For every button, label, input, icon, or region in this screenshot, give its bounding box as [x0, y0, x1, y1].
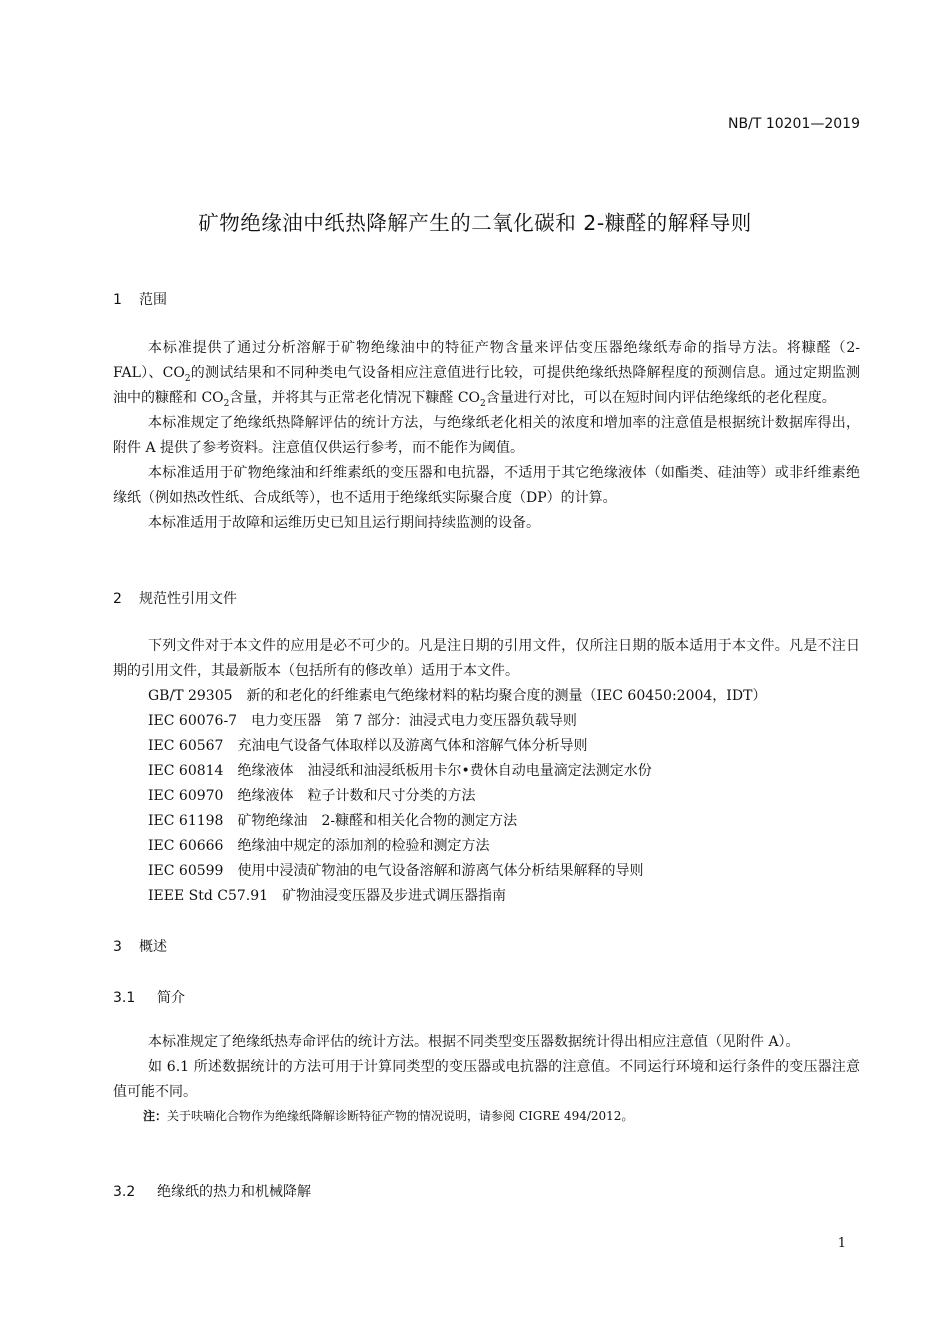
reference-title: 绝缘油中规定的添加剂的检验和测定方法: [237, 838, 490, 854]
section-1-heading: [113, 289, 167, 309]
section-title: 概述: [139, 939, 167, 955]
reference-title: 绝缘液体 粒子计数和尺寸分类的方法: [237, 788, 476, 804]
reference-code: IEC 60599: [148, 863, 224, 879]
section-number: 3: [113, 939, 122, 955]
reference-item: [113, 859, 860, 884]
scope-paragraph-4: 本标准适用于故障和运维历史已知且运行期间持续监测的设备。: [148, 515, 540, 531]
page-number: 1: [837, 1236, 846, 1251]
reference-list: [113, 684, 860, 909]
section-3-1-heading: [113, 987, 185, 1007]
scope-paragraph-3: 本标准适用于矿物绝缘油和纤维素纸的变压器和电抗器，不适用于其它绝缘液体（如酯类、硅油等）或非纤维素绝缘纸（例如热改性纸、合成纸等），也不适用于绝缘纸实际聚合度（DP）的计算。: [113, 465, 860, 506]
reference-item: [113, 709, 860, 734]
reference-item: [113, 684, 860, 709]
note-label: 注：: [143, 1109, 168, 1123]
intro-paragraph-2: 如 6.1 所述数据统计的方法可用于计算同类型的变压器或电抗器的注意值。不同运行环境和运行条件的变压器注意值可能不同。: [113, 1059, 860, 1100]
reference-code: IEC 61198: [148, 813, 224, 829]
section-number: 1: [113, 292, 122, 308]
section-2-heading: [113, 588, 237, 608]
section-number: 3.2: [113, 1184, 136, 1200]
section-title: 绝缘纸的热力和机械降解: [157, 1184, 311, 1200]
reference-title: 电力变压器 第 7 部分：油浸式电力变压器负载导则: [251, 713, 577, 729]
document-title: 矿物绝缘油中纸热降解产生的二氧化碳和 2-糠醛的解释导则: [198, 211, 752, 235]
reference-title: 使用中浸渍矿物油的电气设备溶解和游离气体分析结果解释的导则: [237, 863, 644, 879]
intro-body: [113, 1030, 860, 1127]
section-title: 简介: [157, 990, 185, 1006]
reference-code: IEC 60076-7: [148, 713, 238, 729]
reference-item: [113, 784, 860, 809]
note: [113, 1105, 860, 1127]
section-3-2-heading: [113, 1181, 311, 1201]
section-title: 范围: [139, 292, 167, 308]
section-3-heading: [113, 936, 167, 956]
reference-item: [113, 759, 860, 784]
reference-code: GB/T 29305: [148, 688, 233, 704]
reference-item: [113, 834, 860, 859]
scope-paragraph-1: 本标准提供了通过分析溶解于矿物绝缘油中的特征产物含量来评估变压器绝缘纸寿命的指导方法。将糠醛（2-FAL）、$CO_2$的测试结果和不同种类电气设备相应注意值进行比较，可提供绝缘纸热降解程度的预测信息。通过定期监测油中的糠醛和 $CO_2$含量，并将其与正常老化情况下糠醛 $CO_2$含量进行对比，可以在短时间内评估绝缘纸的老化程度。: [113, 340, 861, 409]
normative-references-body: [113, 634, 860, 909]
reference-code: IEC 60970: [148, 788, 224, 804]
reference-title: 充油电气设备气体取样以及游离气体和溶解气体分析导则: [237, 738, 588, 754]
reference-item: [113, 884, 860, 909]
reference-code: IEC 60666: [148, 838, 224, 854]
scope-paragraph-2: 本标准规定了绝缘纸热降解评估的统计方法，与绝缘纸老化相关的浓度和增加率的注意值是根据统计数据库得出，附件 A 提供了参考资料。注意值仅供运行参考，而不能作为阈值。: [113, 415, 860, 456]
standard-code: NB/T 10201—2019: [728, 116, 860, 132]
normative-intro: 下列文件对于本文件的应用是必不可少的。凡是注日期的引用文件，仅所注日期的版本适用于本文件。凡是不注日期的引用文件，其最新版本（包括所有的修改单）适用于本文件。: [113, 638, 860, 679]
scope-body: [113, 336, 860, 536]
reference-code: IEC 60567: [148, 738, 224, 754]
reference-title: 绝缘液体 油浸纸和油浸纸板用卡尔•费休自动电量滴定法测定水份: [237, 763, 652, 779]
reference-title: 矿物绝缘油 2-糠醛和相关化合物的测定方法: [237, 813, 518, 829]
section-number: 2: [113, 591, 122, 607]
reference-title: 矿物油浸变压器及步进式调压器指南: [282, 888, 507, 904]
note-text: 关于呋喃化合物作为绝缘纸降解诊断特征产物的情况说明，请参阅 CIGRE 494/2012。: [167, 1109, 634, 1123]
intro-paragraph-1: 本标准规定了绝缘纸热寿命评估的统计方法。根据不同类型变压器数据统计得出相应注意值（见附件 A）。: [148, 1034, 800, 1050]
reference-title: 新的和老化的纤维素电气绝缘材料的粘均聚合度的测量（IEC 60450:2004，IDT）: [246, 688, 767, 704]
reference-item: [113, 734, 860, 759]
reference-code: IEEE Std C57.91: [148, 888, 269, 904]
section-number: 3.1: [113, 990, 136, 1006]
section-title: 规范性引用文件: [139, 591, 237, 607]
reference-code: IEC 60814: [148, 763, 224, 779]
reference-item: [113, 809, 860, 834]
